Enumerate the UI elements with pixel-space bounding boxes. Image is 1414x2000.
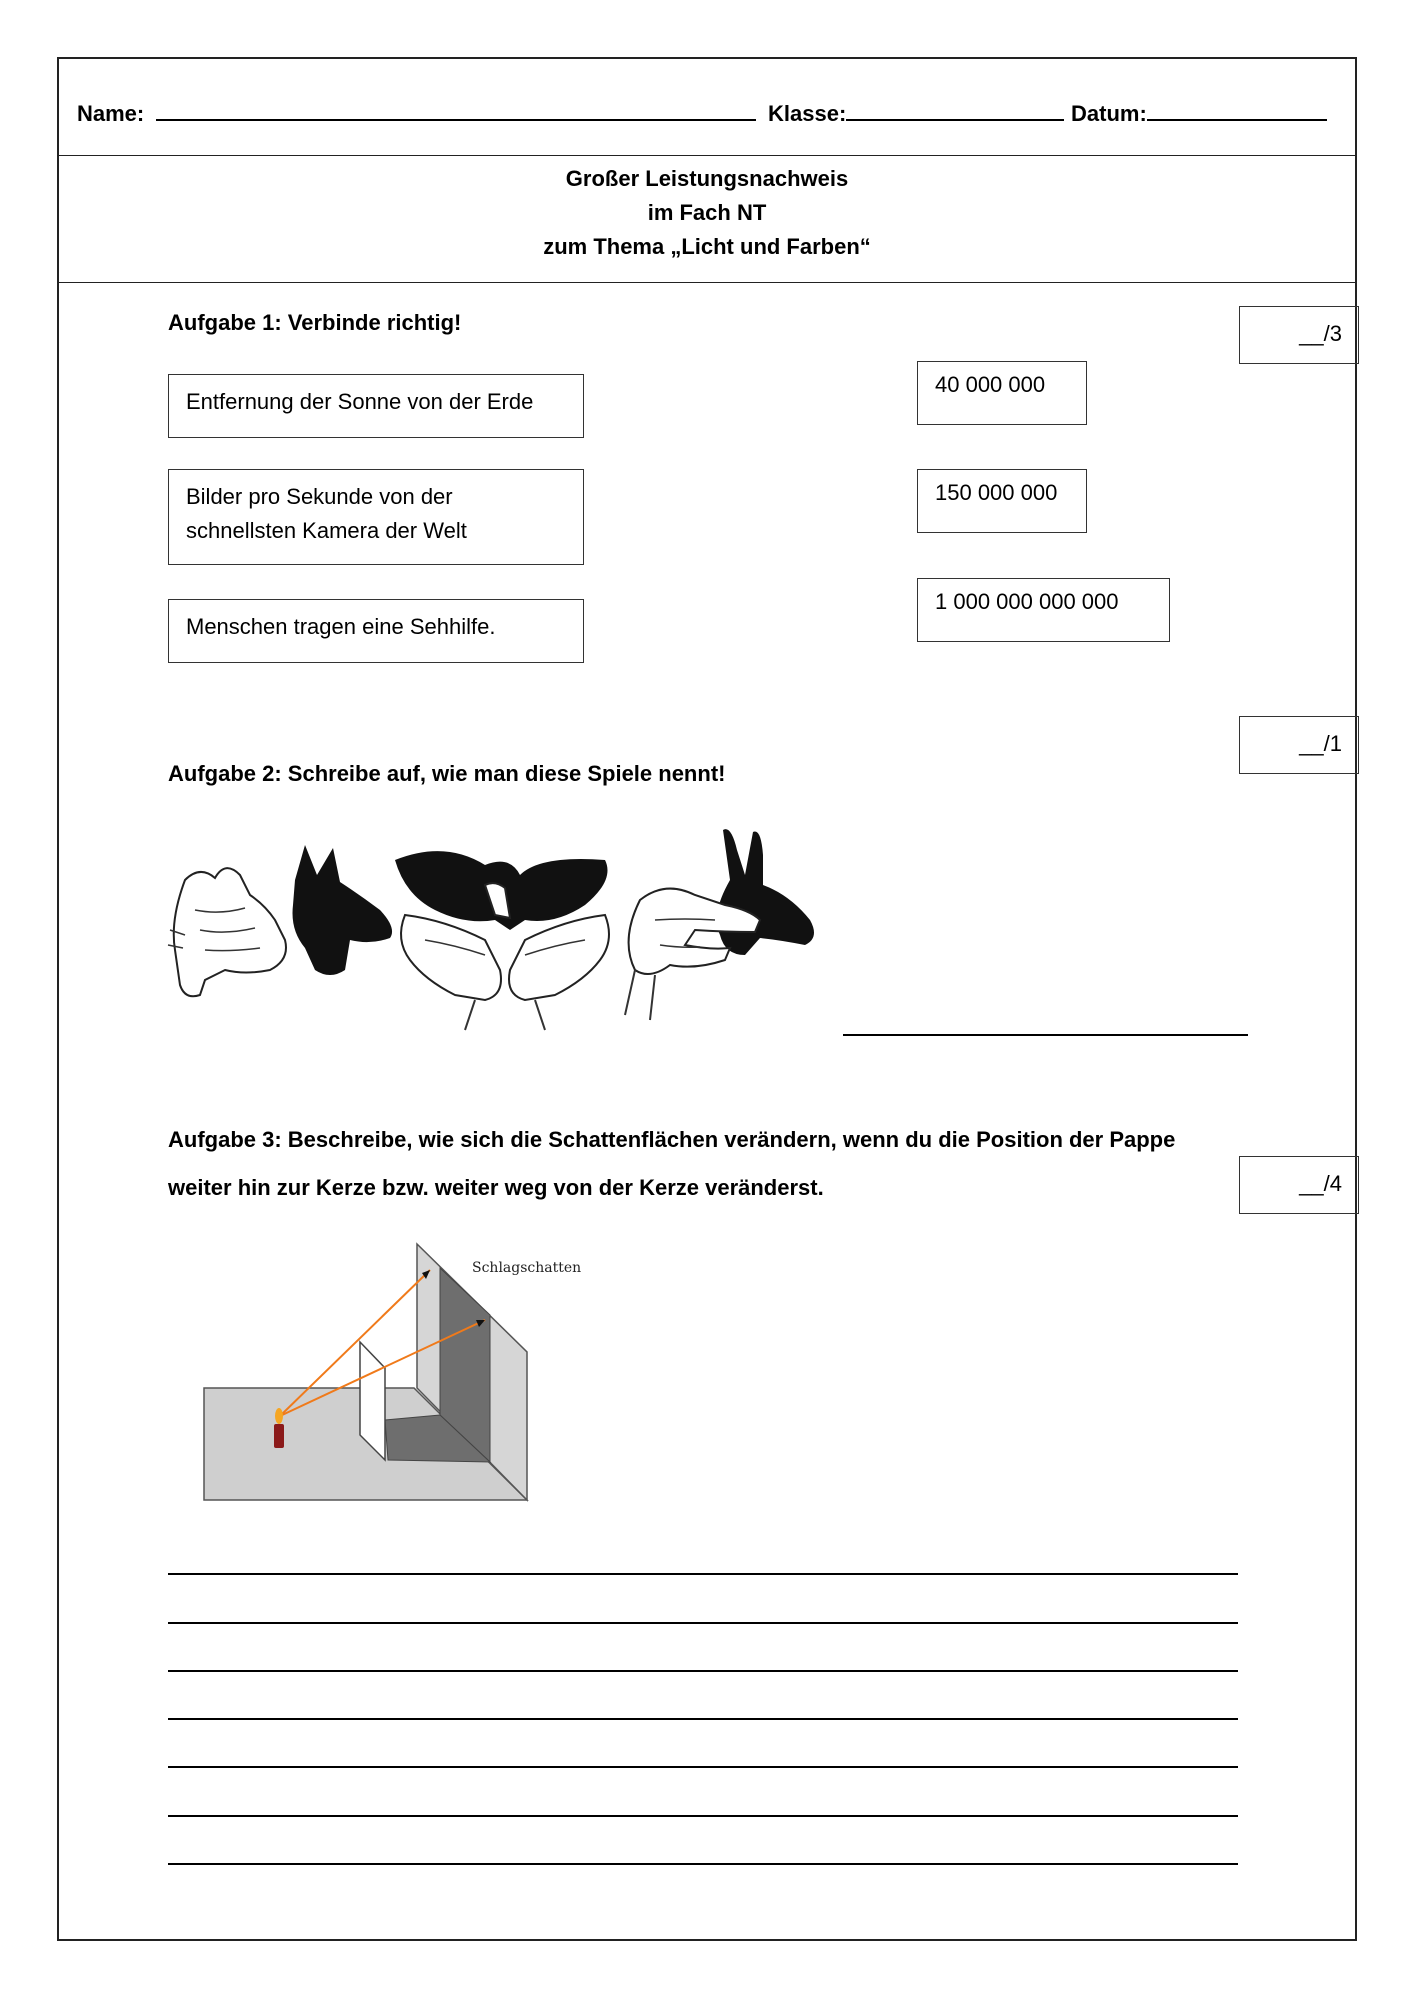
answer-line[interactable] [168, 1622, 1238, 1624]
date-label: Datum: [1071, 101, 1147, 126]
task1-left-item[interactable]: Bilder pro Sekunde von der schnellsten Kamera der Welt [168, 469, 584, 565]
task1-right-item[interactable]: 150 000 000 [917, 469, 1087, 533]
class-label: Klasse: [768, 101, 847, 126]
shadow-diagram [200, 1240, 600, 1510]
bird-shadow-figure [395, 851, 609, 1030]
task3-score[interactable]: __/4 [1239, 1156, 1359, 1214]
date-field[interactable] [1071, 99, 1327, 127]
hand-shadow-illustration [165, 820, 845, 1040]
task1-heading: Aufgabe 1: Verbinde richtig! [168, 310, 462, 335]
document-title [57, 162, 1357, 264]
task1-left-item[interactable]: Entfernung der Sonne von der Erde [168, 374, 584, 438]
task1-score[interactable]: __/3 [1239, 306, 1359, 364]
answer-line[interactable] [168, 1718, 1238, 1720]
candle [274, 1424, 284, 1448]
answer-line[interactable] [168, 1573, 1238, 1575]
shadow-experiment-figure [200, 1240, 600, 1510]
task1-left-item[interactable]: Menschen tragen eine Sehhilfe. [168, 599, 584, 663]
class-underline [846, 99, 1064, 121]
name-underline [156, 99, 756, 121]
task1-right-item[interactable]: 40 000 000 [917, 361, 1087, 425]
donkey-shadow-figure [625, 829, 814, 1020]
task3-heading-line-2: weiter hin zur Kerze bzw. weiter weg von der Kerze veränderst. [168, 1175, 824, 1200]
task2-heading: Aufgabe 2: Schreibe auf, wie man diese Spiele nennt! [168, 761, 726, 786]
title-line-2: im Fach NT [647, 200, 767, 225]
answer-line[interactable] [168, 1766, 1238, 1768]
title-line-3: zum Thema „Licht und Farben“ [543, 234, 871, 259]
name-label: Name: [77, 101, 145, 126]
dog-shadow-figure [168, 845, 392, 996]
task2-answer-line[interactable] [843, 1034, 1248, 1036]
class-field[interactable] [768, 99, 1064, 127]
task3-heading-line-1: Aufgabe 3: Beschreibe, wie sich die Schattenflächen verändern, wenn du die Position der Pappe [168, 1127, 1176, 1152]
answer-line[interactable] [168, 1815, 1238, 1817]
task2-score[interactable]: __/1 [1239, 716, 1359, 774]
header-divider [57, 155, 1357, 156]
answer-line[interactable] [168, 1670, 1238, 1672]
name-field[interactable] [77, 99, 756, 127]
figure-label: Schlagschatten [472, 1260, 582, 1276]
answer-line[interactable] [168, 1863, 1238, 1865]
title-divider [57, 282, 1357, 283]
title-line-1: Großer Leistungsnachweis [565, 166, 849, 191]
date-underline [1147, 99, 1327, 121]
candle-flame [275, 1408, 283, 1424]
task1-right-item[interactable]: 1 000 000 000 000 [917, 578, 1170, 642]
